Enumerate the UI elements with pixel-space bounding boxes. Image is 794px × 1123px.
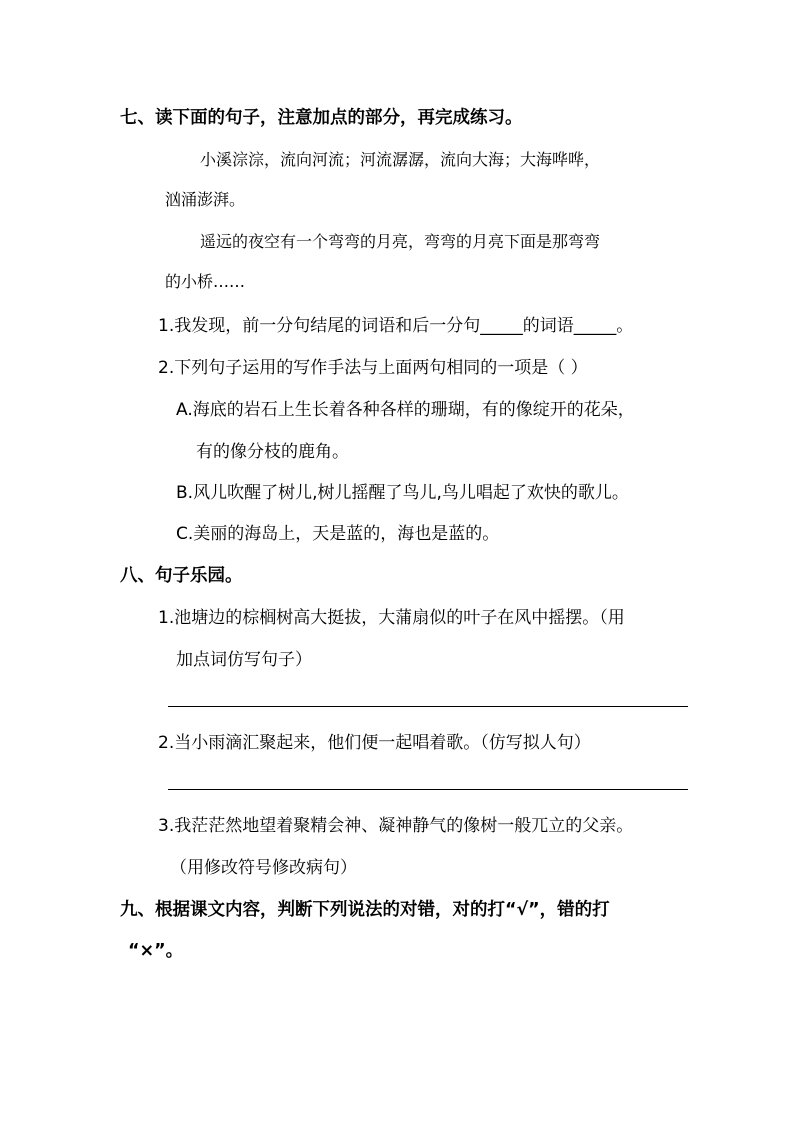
question-8-3-line-2: （用修改符号修改病句） [170,858,357,878]
passage-1-line-1: 小溪淙淙，流向河流；河流潺潺，流向大海；大海哗哗， [200,150,601,169]
passage-2-line-1: 遥远的夜空有一个弯弯的月亮，弯弯的月亮下面是那弯弯 [200,232,601,251]
question-7-1: 1.我发现，前一分句结尾的词语和后一分句_____的词语_____。 [158,316,634,336]
section-7-title: 七、读下面的句子，注意加点的部分，再完成练习。 [120,108,523,128]
question-8-1-line-1: 1.池塘边的棕榈树高大挺拔，大蒲扇似的叶子在风中摇摆。（用 [158,608,625,628]
question-8-1-line-2: 加点词仿写句子） [176,650,312,670]
answer-line-1[interactable] [168,706,688,707]
question-8-2: 2.当小雨滴汇聚起来，他们便一起唱着歌。（仿写拟人句） [158,733,591,753]
section-9-title-line-2: “×”。 [128,941,184,961]
option-a-line-2: 有的像分枝的鹿角。 [196,442,349,462]
option-a-line-1: A.海底的岩石上生长着各种各样的珊瑚，有的像绽开的花朵， [176,400,635,420]
question-8-3-line-1: 3.我茫茫然地望着聚精会神、凝神静气的像树一般兀立的父亲。 [158,816,634,836]
section-9-title-line-1: 九、根据课文内容，判断下列说法的对错，对的打“√”，错的打 [120,900,610,920]
answer-line-2[interactable] [168,789,688,790]
passage-2-line-2: 的小桥…… [165,272,246,291]
option-b: B.风儿吹醒了树儿,树儿摇醒了鸟儿,鸟儿唱起了欢快的歌儿。 [176,483,629,503]
question-7-2: 2.下列句子运用的写作手法与上面两句相同的一项是（ ） [158,358,588,378]
section-8-title: 八、句子乐园。 [120,566,243,586]
option-c: C.美丽的海岛上，天是蓝的，海也是蓝的。 [176,524,500,544]
passage-1-line-2: 汹涌澎湃。 [165,190,246,209]
